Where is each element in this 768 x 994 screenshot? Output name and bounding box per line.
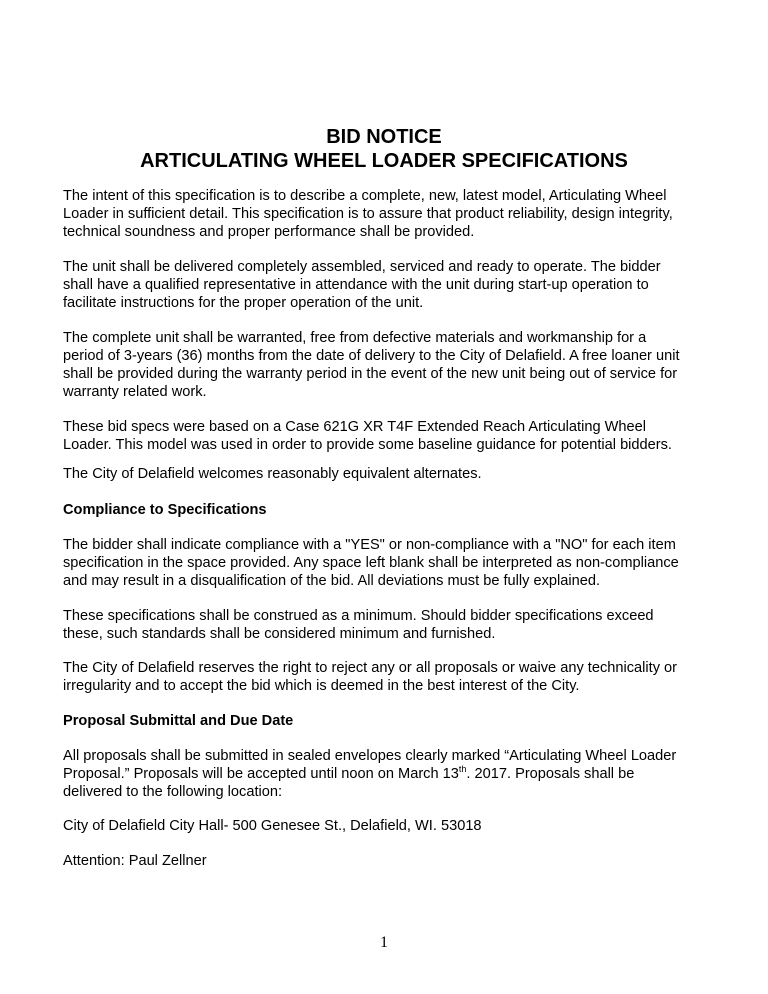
basis-paragraph: [63, 418, 715, 454]
submittal-paragraph: [63, 747, 715, 801]
due-date-text-continued: . 2017. Proposals shall be: [466, 766, 635, 782]
paragraph-line: The complete unit shall be warranted, free from defective materials and workmanship for a: [63, 330, 647, 346]
compliance-paragraph: [63, 536, 715, 590]
document-subtitle: ARTICULATING WHEEL LOADER SPECIFICATIONS: [140, 150, 628, 172]
paragraph-line: specification in the space provided. Any space left blank shall be interpreted as non-compliance: [63, 555, 679, 571]
paragraph-line: All proposals shall be submitted in sealed envelopes clearly marked “Articulating Wheel Loader: [63, 748, 677, 764]
paragraph-line: period of 3-years (36) months from the date of delivery to the City of Delafield. A free loaner unit: [63, 348, 680, 364]
warranty-paragraph: [63, 329, 715, 401]
paragraph-line: facilitate instructions for the proper operation of the unit.: [63, 295, 424, 311]
paragraph-line: Loader. This model was used in order to provide some baseline guidance for potential bidders.: [63, 437, 672, 453]
paragraph-line: shall have a qualified representative in attendance with the unit during start-up operation to: [63, 277, 649, 293]
paragraph-line: delivered to the following location:: [63, 784, 283, 800]
document-title: BID NOTICE: [326, 126, 442, 148]
paragraph-line: The unit shall be delivered completely assembled, serviced and ready to operate. The bidder: [63, 259, 661, 275]
paragraph-line: The City of Delafield welcomes reasonably equivalent alternates.: [63, 466, 482, 482]
paragraph-line: [63, 765, 715, 783]
submittal-heading: Proposal Submittal and Due Date: [63, 713, 294, 729]
paragraph-line: The intent of this specification is to describe a complete, new, latest model, Articulating Wheel: [63, 188, 667, 204]
paragraph-line: The bidder shall indicate compliance with a "YES" or non-compliance with a "NO" for each item: [63, 537, 676, 553]
alternates-paragraph: [63, 465, 715, 483]
paragraph-line: and may result in a disqualification of the bid. All deviations must be fully explained.: [63, 573, 601, 589]
minimum-paragraph: [63, 607, 715, 643]
delivery-paragraph: [63, 258, 715, 312]
attention-line: Attention: Paul Zellner: [63, 853, 207, 869]
intro-paragraph: [63, 187, 715, 241]
paragraph-line: technical soundness and proper performance shall be provided.: [63, 224, 475, 240]
paragraph-line: These specifications shall be construed as a minimum. Should bidder specifications exceed: [63, 608, 654, 624]
reserve-paragraph: [63, 659, 715, 695]
compliance-heading: Compliance to Specifications: [63, 502, 267, 518]
page-number: 1: [380, 934, 388, 951]
due-date-text: Proposal.” Proposals will be accepted until noon on March 13: [63, 766, 459, 782]
paragraph-line: these, such standards shall be considered minimum and furnished.: [63, 626, 496, 642]
ordinal-suffix: th: [458, 764, 467, 775]
paragraph-line: The City of Delafield reserves the right to reject any or all proposals or waive any technicality or: [63, 660, 678, 676]
paragraph-line: irregularity and to accept the bid which is deemed in the best interest of the City.: [63, 678, 580, 694]
delivery-location: City of Delafield City Hall- 500 Genesee St., Delafield, WI. 53018: [63, 818, 482, 834]
paragraph-line: These bid specs were based on a Case 621G XR T4F Extended Reach Articulating Wheel: [63, 419, 646, 435]
paragraph-line: Loader in sufficient detail. This specification is to assure that product reliability, design integrity,: [63, 206, 673, 222]
paragraph-line: shall be provided during the warranty period in the event of the new unit being out of service for: [63, 366, 678, 382]
paragraph-line: warranty related work.: [63, 384, 207, 400]
